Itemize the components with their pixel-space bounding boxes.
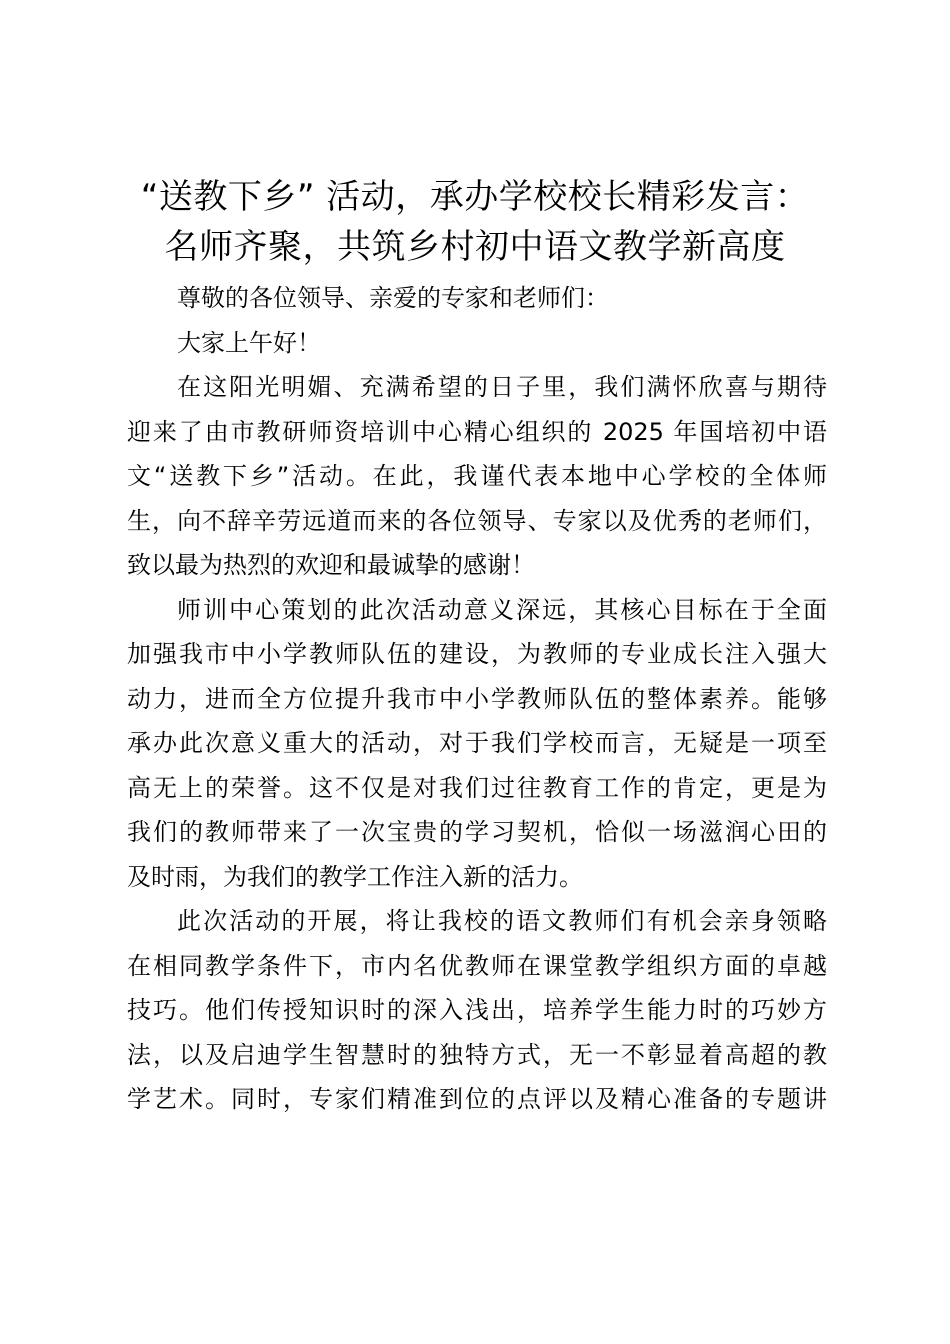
paragraph-line: 技巧。他们传授知识时的深入浅出，培养学生能力时的巧妙方 [127,996,827,1024]
paragraph-line: 文“送教下乡”活动。在此，我谨代表本地中心学校的全体师 [127,462,827,490]
paragraph-2 [127,588,827,900]
paragraph-line: 动力，进而全方位提升我市中小学教师队伍的整体素养。能够 [127,684,827,713]
title-line-1: “送教下乡” 活动，承办学校校长精彩发言： [140,177,810,217]
greeting-text: 大家上午好！ [177,328,321,357]
paragraph-line: 承办此次意义重大的活动，对于我们学校而言，无疑是一项至 [127,729,827,757]
document-body [127,276,827,1122]
paragraph-1 [127,365,827,588]
paragraph-line: 在这阳光明媚、充满希望的日子里，我们满怀欣喜与期待 [177,373,827,401]
paragraph-line: 致以最为热烈的欢迎和最诚挚的感谢！ [127,551,535,579]
paragraph-line: 迎来了由市教研师资培训中心精心组织的 2025 年国培初中语 [127,417,827,446]
paragraph-line: 生，向不辞辛劳远道而来的各位领导、专家以及优秀的老师们， [127,506,827,535]
paragraph-line: 加强我市中小学教师队伍的建设，为教师的专业成长注入强大 [127,640,827,668]
salutation-text: 尊敬的各位领导、亲爱的专家和老师们： [177,284,609,312]
paragraph-line: 在相同教学条件下，市内名优教师在课堂教学组织方面的卓越 [127,951,827,980]
greeting-paragraph [127,321,827,366]
paragraph-3 [127,899,827,1122]
paragraph-line: 及时雨，为我们的教学工作注入新的活力。 [127,862,583,891]
paragraph-line: 师训中心策划的此次活动意义深远，其核心目标在于全面 [177,595,827,624]
paragraph-line: 学艺术。同时，专家们精准到位的点评以及精心准备的专题讲 [127,1085,827,1113]
paragraph-line: 法，以及启迪学生智慧时的独特方式，无一不彰显着高超的教 [127,1040,827,1069]
paragraph-line: 高无上的荣誉。这不仅是对我们过往教育工作的肯定，更是为 [127,773,827,802]
salutation-paragraph [127,276,827,321]
paragraph-line: 此次活动的开展，将让我校的语文教师们有机会亲身领略 [177,907,827,935]
title-line-2: 名师齐聚，共筑乡村初中语文教学新高度 [164,227,786,267]
paragraph-line: 我们的教师带来了一次宝贵的学习契机，恰似一场滋润心田的 [127,818,827,846]
document-title [110,172,840,272]
